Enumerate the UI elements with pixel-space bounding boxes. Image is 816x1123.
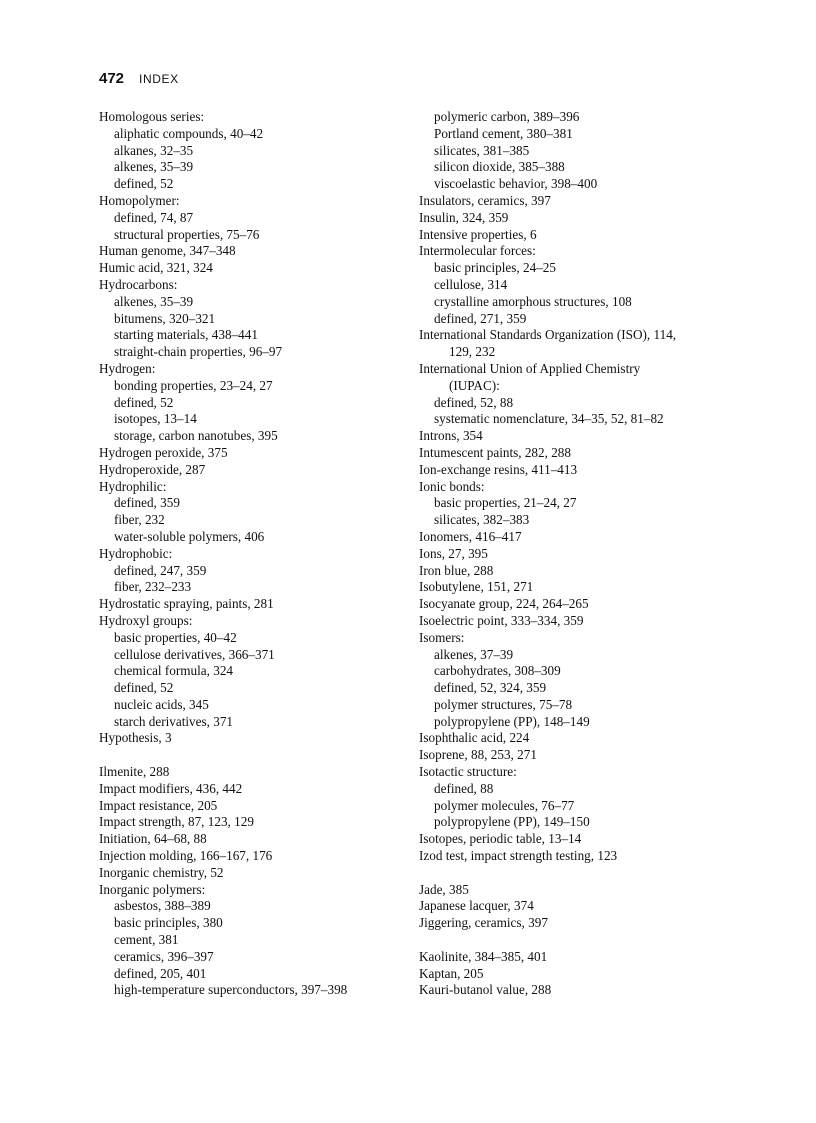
index-subentry: cellulose, 314 (434, 276, 508, 292)
index-subentry: cellulose derivatives, 366–371 (114, 646, 275, 662)
index-subentry: silicates, 382–383 (434, 512, 530, 528)
index-entry: Intensive properties, 6 (419, 226, 537, 242)
index-entry: Ionomers, 416–417 (419, 528, 522, 544)
index-subentry: aliphatic compounds, 40–42 (114, 125, 264, 141)
index-subentry: defined, 205, 401 (114, 965, 207, 981)
index-entry: International Union of Applied Chemistry (419, 360, 641, 376)
index-subentry: 129, 232 (449, 344, 496, 360)
index-entry: Human genome, 347–348 (99, 243, 236, 259)
index-subentry: fiber, 232 (114, 512, 165, 528)
section-gap (419, 865, 729, 882)
index-subentry: defined, 52, 88 (434, 394, 514, 410)
index-entry: Isoprene, 88, 253, 271 (419, 747, 537, 763)
index-subentry: alkanes, 32–35 (114, 142, 194, 158)
index-entry: Hydroxyl groups: (99, 612, 193, 628)
index-entry: Isotopes, periodic table, 13–14 (419, 831, 582, 847)
index-subentry: crystalline amorphous structures, 108 (434, 293, 632, 309)
index-subentry: starch derivatives, 371 (114, 713, 234, 729)
index-entry: Jade, 385 (419, 881, 469, 897)
index-entry: Hydrostatic spraying, paints, 281 (99, 596, 274, 612)
index-column-right (419, 109, 729, 999)
index-entry: Ion-exchange resins, 411–413 (419, 461, 578, 477)
index-subentry: defined, 52 (114, 394, 174, 410)
index-entry: Inorganic polymers: (99, 881, 206, 897)
index-subentry: silicon dioxide, 385–388 (434, 159, 565, 175)
index-subentry: bonding properties, 23–24, 27 (114, 377, 273, 393)
index-subentry: polymer structures, 75–78 (434, 696, 573, 712)
index-entry: Jiggering, ceramics, 397 (419, 915, 548, 931)
index-column-left (99, 109, 409, 999)
index-subentry: defined, 88 (434, 780, 494, 796)
index-subentry: carbohydrates, 308–309 (434, 663, 561, 679)
index-subentry: water-soluble polymers, 406 (114, 528, 265, 544)
index-subentry: defined, 52, 324, 359 (434, 680, 547, 696)
index-entry: Insulin, 324, 359 (419, 209, 509, 225)
index-subentry: polymer molecules, 76–77 (434, 797, 575, 813)
index-subentry: chemical formula, 324 (114, 663, 234, 679)
index-entry: Initiation, 64–68, 88 (99, 831, 207, 847)
index-entry: Introns, 354 (419, 428, 483, 444)
index-entry: International Standards Organization (ISO), 114, (419, 327, 677, 343)
index-subentry: straight-chain properties, 96–97 (114, 344, 283, 360)
index-entry: Hydrocarbons: (99, 276, 178, 292)
index-entry: Intermolecular forces: (419, 243, 536, 259)
index-subentry: bitumens, 320–321 (114, 310, 216, 326)
index-subentry: alkenes, 35–39 (114, 293, 194, 309)
index-entry: Impact resistance, 205 (99, 797, 218, 813)
index-subentry: silicates, 381–385 (434, 142, 530, 158)
index-subentry: starting materials, 438–441 (114, 327, 258, 343)
index-subentry: viscoelastic behavior, 398–400 (434, 176, 598, 192)
index-subentry: basic principles, 24–25 (434, 260, 556, 276)
index-subentry: defined, 271, 359 (434, 310, 527, 326)
index-entry: Impact modifiers, 436, 442 (99, 780, 243, 796)
index-entry: Japanese lacquer, 374 (419, 898, 534, 914)
index-subentry: high-temperature superconductors, 397–398 (114, 982, 348, 998)
index-subentry: structural properties, 75–76 (114, 226, 260, 242)
index-subentry: fiber, 232–233 (114, 579, 192, 595)
index-subentry: Portland cement, 380–381 (434, 125, 573, 141)
index-subentry: alkenes, 37–39 (434, 646, 514, 662)
index-entry: Isobutylene, 151, 271 (419, 579, 534, 595)
index-subentry: alkenes, 35–39 (114, 159, 194, 175)
index-entry: Ilmenite, 288 (99, 764, 170, 780)
index-subentry: cement, 381 (114, 932, 179, 948)
section-gap (99, 747, 409, 764)
running-title: INDEX (139, 72, 179, 86)
index-entry: Homopolymer: (99, 192, 180, 208)
index-subentry: asbestos, 388–389 (114, 898, 211, 914)
index-entry: Hydrogen peroxide, 375 (99, 444, 228, 460)
index-entry: Iron blue, 288 (419, 562, 494, 578)
index-entry: Isomers: (419, 629, 465, 645)
index-subentry: storage, carbon nanotubes, 395 (114, 428, 278, 444)
page-number: 472 (99, 70, 125, 87)
index-subentry: isotopes, 13–14 (114, 411, 197, 427)
index-subentry: ceramics, 396–397 (114, 948, 214, 964)
index-entry: Hydrophobic: (99, 545, 173, 561)
index-subentry: polypropylene (PP), 148–149 (434, 713, 590, 729)
index-subentry: basic principles, 380 (114, 915, 223, 931)
index-entry: Hydroperoxide, 287 (99, 461, 206, 477)
index-entry: Intumescent paints, 282, 288 (419, 444, 571, 460)
index-entry: Impact strength, 87, 123, 129 (99, 814, 254, 830)
index-subentry: (IUPAC): (449, 377, 500, 393)
index-entry: Inorganic chemistry, 52 (99, 864, 224, 880)
index-entry: Homologous series: (99, 109, 205, 124)
index-entry: Isoelectric point, 333–334, 359 (419, 612, 584, 628)
index-entry: Kaolinite, 384–385, 401 (419, 948, 548, 964)
index-subentry: defined, 52 (114, 176, 174, 192)
index-subentry: defined, 74, 87 (114, 209, 194, 225)
index-entry: Isophthalic acid, 224 (419, 730, 530, 746)
index-entry: Ions, 27, 395 (419, 545, 488, 561)
index-subentry: polymeric carbon, 389–396 (434, 109, 580, 124)
index-entry: Izod test, impact strength testing, 123 (419, 848, 618, 864)
section-gap (419, 932, 729, 949)
index-subentry: defined, 359 (114, 495, 180, 511)
index-subentry: nucleic acids, 345 (114, 696, 209, 712)
index-subentry: basic properties, 21–24, 27 (434, 495, 577, 511)
index-subentry: basic properties, 40–42 (114, 629, 237, 645)
index-entry: Hydrophilic: (99, 478, 167, 494)
index-entry: Insulators, ceramics, 397 (419, 192, 551, 208)
index-entry: Kauri-butanol value, 288 (419, 982, 552, 998)
index-entry: Humic acid, 321, 324 (99, 260, 213, 276)
index-entry: Kaptan, 205 (419, 965, 484, 981)
page-header (99, 70, 179, 87)
index-entry: Hypothesis, 3 (99, 730, 172, 746)
index-subentry: defined, 52 (114, 680, 174, 696)
index-entry: Isotactic structure: (419, 764, 517, 780)
index-entry: Hydrogen: (99, 360, 156, 376)
index-entry: Injection molding, 166–167, 176 (99, 848, 273, 864)
index-subentry: systematic nomenclature, 34–35, 52, 81–82 (434, 411, 664, 427)
index-entry: Ionic bonds: (419, 478, 485, 494)
index-subentry: polypropylene (PP), 149–150 (434, 814, 590, 830)
index-subentry: defined, 247, 359 (114, 562, 207, 578)
index-entry: Isocyanate group, 224, 264–265 (419, 596, 589, 612)
